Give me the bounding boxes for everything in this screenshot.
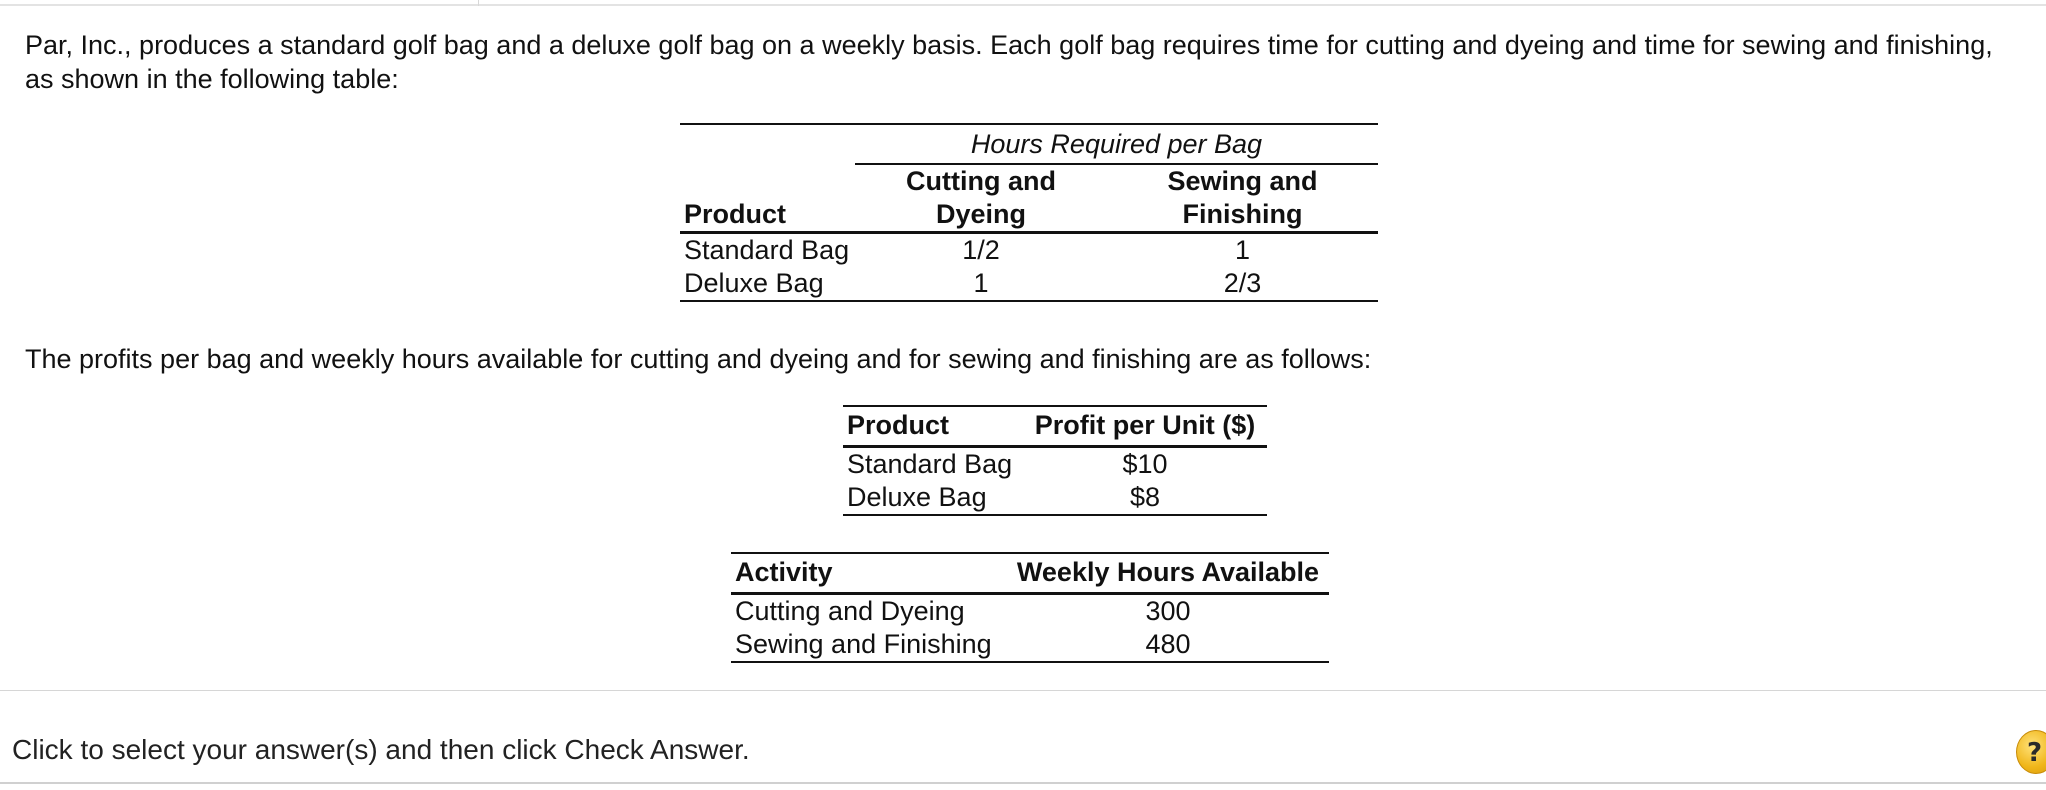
column-header-cutting-line2: Dyeing xyxy=(935,199,1027,229)
column-header-sewing-finishing xyxy=(1107,164,1378,233)
column-header-activity: Activity xyxy=(735,557,833,588)
table-header-row xyxy=(731,553,1329,593)
table-row xyxy=(680,267,1378,301)
table-row xyxy=(680,233,1378,268)
top-divider xyxy=(0,4,2046,6)
bottom-divider xyxy=(0,782,2046,784)
column-header-profit: Profit per Unit ($) xyxy=(1034,410,1256,441)
problem-intro-line-1: Par, Inc., produces a standard golf bag and a deluxe golf bag on a weekly basis. Each golf bag requires time for cutting and dyeing and time for sewing and finishing, xyxy=(25,30,1993,60)
top-divider-tick xyxy=(478,0,479,6)
help-glyph: ? xyxy=(2027,738,2043,768)
column-header-product: Product xyxy=(847,410,950,441)
column-header-weekly-hours: Weekly Hours Available xyxy=(1016,557,1320,588)
column-header-cutting-dyeing xyxy=(855,164,1107,233)
column-header-sewing-line2: Finishing xyxy=(1182,199,1303,229)
table-header-row xyxy=(843,406,1267,446)
cell-profit: $8 xyxy=(1129,481,1161,512)
cell-sewing-hours: 2/3 xyxy=(1223,268,1262,298)
weekly-hours-table xyxy=(731,552,1329,663)
question-mark-icon[interactable] xyxy=(2016,730,2046,774)
cell-activity: Cutting and Dyeing xyxy=(735,595,965,626)
cell-product: Standard Bag xyxy=(847,448,1013,479)
column-header-product: Product xyxy=(684,199,787,229)
footer-divider xyxy=(0,690,2046,691)
cell-profit: $10 xyxy=(1122,448,1168,479)
cell-hours: 300 xyxy=(1145,595,1191,626)
hours-required-table xyxy=(680,123,1378,302)
hours-group-header: Hours Required per Bag xyxy=(855,124,1378,164)
table-header-row xyxy=(680,164,1378,233)
problem-intro-line-2: as shown in the following table: xyxy=(25,64,399,94)
table-corner-blank xyxy=(680,124,855,164)
column-header-cutting-line1: Cutting and xyxy=(906,166,1056,196)
table-row xyxy=(843,446,1267,481)
profit-table xyxy=(843,405,1267,516)
table-row xyxy=(731,628,1329,662)
cell-activity: Sewing and Finishing xyxy=(735,628,992,659)
cell-cutting-hours: 1/2 xyxy=(962,235,1000,265)
cell-product: Deluxe Bag xyxy=(684,268,824,298)
problem-intro xyxy=(25,28,2025,96)
cell-product: Standard Bag xyxy=(684,235,850,265)
cell-product: Deluxe Bag xyxy=(847,481,987,512)
cell-hours: 480 xyxy=(1145,628,1191,659)
column-header-sewing-line1: Sewing and xyxy=(1167,166,1318,196)
profits-text: The profits per bag and weekly hours available for cutting and dyeing and for sewing and finishing are as follows: xyxy=(25,344,1372,374)
table-row xyxy=(843,481,1267,515)
instruction-text: Click to select your answer(s) and then click Check Answer. xyxy=(12,734,750,765)
table-row xyxy=(731,593,1329,628)
cell-sewing-hours: 1 xyxy=(1234,235,1251,265)
cell-cutting-hours: 1 xyxy=(973,268,989,298)
